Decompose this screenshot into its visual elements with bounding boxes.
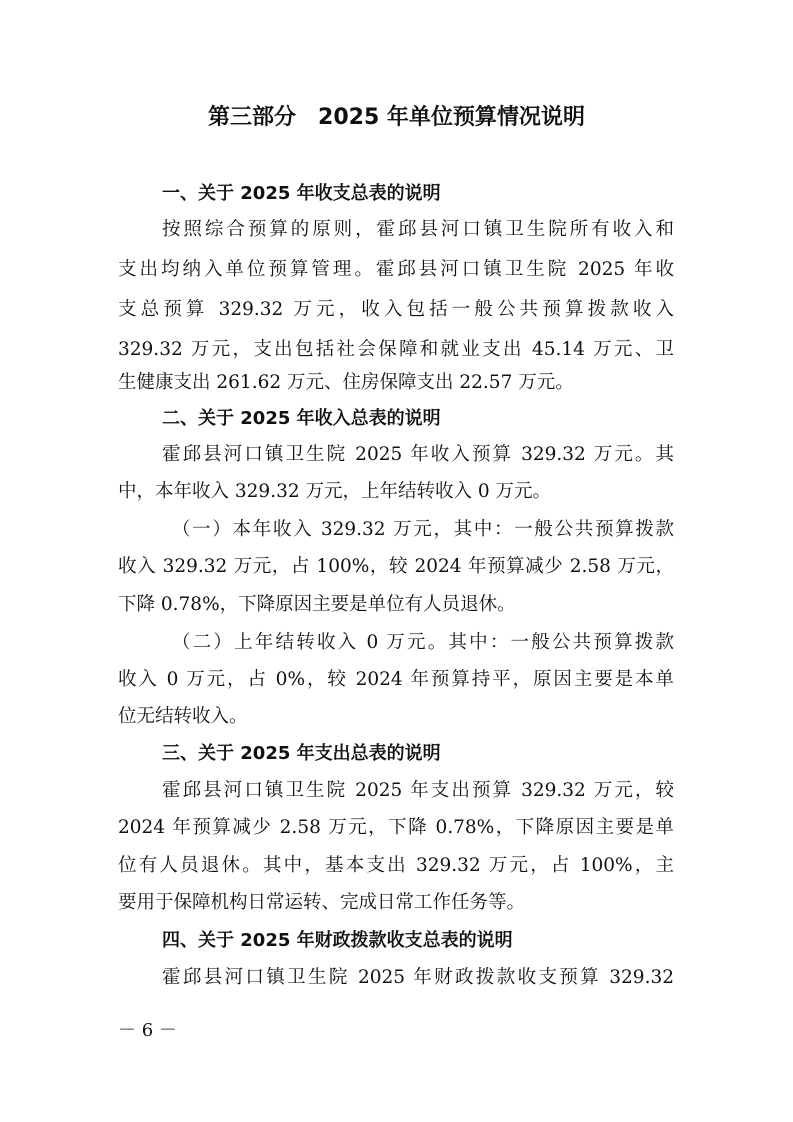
paragraph-line: 霍邱县河口镇卫生院 2025 年支出预算 329.32 万元，较 [162, 780, 674, 801]
section-heading-3: 三、关于 2025 年支出总表的说明 [162, 743, 441, 764]
paragraph-line: 位有人员退休。其中，基本支出 329.32 万元，占 100%，主 [118, 855, 674, 876]
paragraph-line: 329.32 万元，支出包括社会保障和就业支出 45.14 万元、卫 [118, 339, 674, 360]
paragraph-line: 收入 0 万元，占 0%，较 2024 年预算持平，原因主要是本单 [118, 669, 674, 690]
section-heading-4: 四、关于 2025 年财政拨款收支总表的说明 [162, 930, 513, 951]
paragraph-line: 霍邱县河口镇卫生院 2025 年财政拨款收支预算 329.32 [162, 967, 674, 988]
paragraph-line: 支出均纳入单位预算管理。霍邱县河口镇卫生院 2025 年收 [118, 259, 674, 280]
section-heading-2: 二、关于 2025 年收入总表的说明 [162, 408, 441, 429]
paragraph-line: 霍邱县河口镇卫生院 2025 年收入预算 329.32 万元。其 [162, 444, 674, 465]
paragraph-line: 位无结转收入。 [118, 706, 248, 727]
paragraph-line: （一）本年收入 329.32 万元，其中：一般公共预算拨款 [172, 519, 674, 540]
paragraph-line: 中，本年收入 329.32 万元，上年结转收入 0 万元。 [118, 481, 552, 502]
paragraph-line: （二）上年结转收入 0 万元。其中：一般公共预算拨款 [172, 632, 674, 653]
paragraph-line: 2024 年预算减少 2.58 万元，下降 0.78%，下降原因主要是单 [118, 817, 674, 838]
paragraph-line: 收入 329.32 万元，占 100%，较 2024 年预算减少 2.58 万元， [118, 556, 674, 577]
page-title: 第三部分 2025 年单位预算情况说明 [208, 105, 585, 130]
paragraph-line: 支总预算 329.32 万元，收入包括一般公共预算拨款收入 [118, 299, 674, 320]
page-number: － 6 － [118, 1020, 177, 1041]
paragraph-line: 生健康支出 261.62 万元、住房保障支出 22.57 万元。 [118, 372, 574, 393]
section-heading-1: 一、关于 2025 年收支总表的说明 [162, 183, 441, 204]
paragraph-line: 按照综合预算的原则，霍邱县河口镇卫生院所有收入和 [162, 219, 674, 240]
paragraph-line: 下降 0.78%，下降原因主要是单位有人员退休。 [118, 594, 516, 615]
paragraph-line: 要用于保障机构日常运转、完成日常工作任务等。 [118, 892, 526, 913]
